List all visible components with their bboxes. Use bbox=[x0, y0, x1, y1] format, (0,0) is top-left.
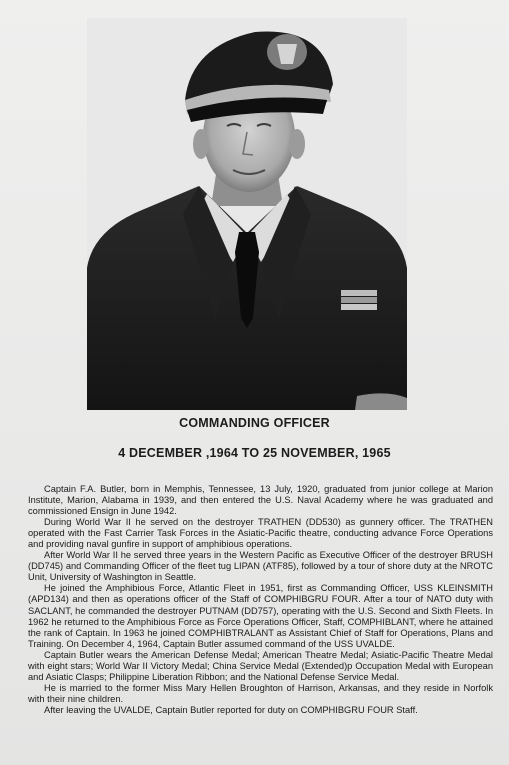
portrait-photo bbox=[87, 18, 407, 410]
document-title: COMMANDING OFFICER bbox=[179, 416, 330, 430]
paragraph: Captain Butler wears the American Defense Medal; American Theatre Medal; Asiatic-Pacific Theatre Medal with eight stars; World War II Victory Medal; China Service Medal (Extended)p Occupation Medal with European and Asiatic Clasps; Philippine Liberation Ribbon; and the National Defense Service Medal. bbox=[28, 649, 493, 682]
paragraph: After leaving the UVALDE, Captain Butler reported for duty on COMPHIBGRU FOUR Staff. bbox=[44, 704, 418, 715]
biography-text bbox=[28, 484, 493, 716]
paragraph: After World War II he served three years in the Western Pacific as Executive Officer of the destroyer BRUSH (DD745) and Commanding Officer of the fleet tug LIPAN (ATF85), followed by a tour of shore duty at the NROTC Unit, University of Washington in Seattle. bbox=[28, 550, 493, 583]
command-dates: 4 DECEMBER ,1964 TO 25 NOVEMBER, 1965 bbox=[118, 446, 391, 460]
paragraph: Captain F.A. Butler, born in Memphis, Tennessee, 13 July, 1920, graduated from junior college at Marion Institute, Marion, Alabama in 1939, and then entered the U.S. Naval Academy where he was graduated and commissioned Ensign in June 1942. bbox=[28, 484, 493, 517]
paragraph: He joined the Amphibious Force, Atlantic Fleet in 1951, first as Commanding Officer, USS KLEINSMITH (APD134) and then as operations officer of the Staff of COMPHIBGRU FOUR. After a tour of NATO duty with SACLANT, he commanded the destroyer PUTNAM (DD757), operating with the U.S. Second and Sixth Fleets. In 1962 he returned to the Amphibious Force as Force Operations Officer, Staff, COMPHIBLANT, where he attained the rank of Captain. In 1963 he joined COMPHIBTRALANT as Assistant Chief of Staff for Operations, Plans and Training. On December 4, 1964, Captain Butler assumed command of the USS UVALDE. bbox=[28, 583, 493, 649]
paragraph: During World War II he served on the destroyer TRATHEN (DD530) as gunnery officer. The TRATHEN operated with the Fast Carrier Task Forces in the Asiatic-Pacific theatre, conducting advance Force Operations and providing naval gunfire in support of amphibious operations. bbox=[28, 517, 493, 550]
paragraph: He is married to the former Miss Mary Hellen Broughton of Harrison, Arkansas, and they reside in Norfolk with their nine children. bbox=[28, 682, 493, 704]
portrait-illustration bbox=[87, 18, 407, 410]
